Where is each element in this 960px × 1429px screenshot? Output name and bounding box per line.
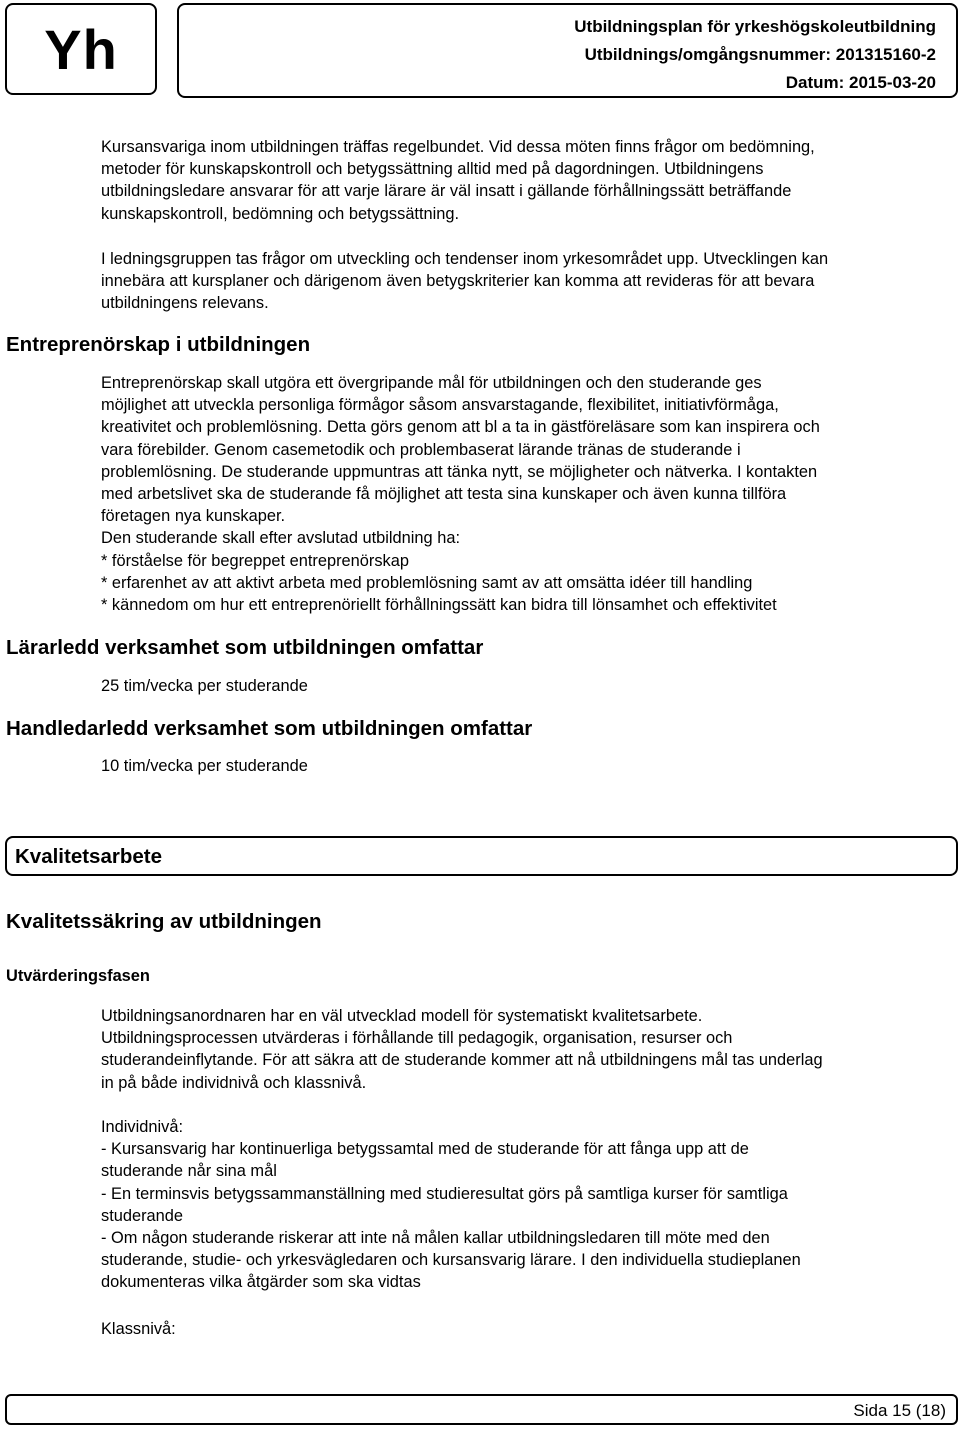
text-line: Utbildningsprocessen utvärderas i förhållande till pedagogik, organisation, resurser och [101,1029,733,1048]
text-line: dokumenteras vilka åtgärder som ska vidtas [101,1273,421,1292]
entrepreneurship-paragraph [101,372,956,616]
text-line: kreativitet och problemlösning. Detta görs genom att bl a ta in gästföreläsare som kan inspirera och [101,418,820,437]
text-line: - Om någon studerande riskerar att inte nå målen kallar utbildningsledaren till möte med den [101,1229,770,1248]
text-line: vara förebilder. Genom casemetodik och problembaserat lärande tränas de studerande i [101,440,741,459]
text-line: in på både individnivå och klassnivå. [101,1073,367,1092]
text-line: utbildningsledare ansvarar för att varje lärare är väl insatt i gällande förhållningssätt beträffande [101,182,792,201]
supervisor-led-value: 10 tim/vecka per studerande [101,757,308,775]
text-line: Den studerande skall efter avslutad utbildning ha: [101,529,461,548]
text-line: - En terminsvis betygssammanställning med studieresultat görs på samtliga kurser för samtliga [101,1184,788,1203]
text-line: metoder för kunskapskontroll och betygssättning alltid med på dagordningen. Utbildningens [101,160,764,179]
text-line: företagen nya kunskaper. [101,507,286,526]
document-header [177,3,958,98]
text-line: utbildningens relevans. [101,294,269,313]
quality-section-box [5,836,958,876]
text-line: Entreprenörskap skall utgöra ett övergripande mål för utbildningen och den studerande ges [101,374,762,392]
entrepreneurship-heading: Entreprenörskap i utbildningen [6,333,311,356]
text-line: kunskapskontroll, bedömning och betygssättning. [101,204,460,223]
program-number: Utbildnings/omgångsnummer: 201315160-2 [584,45,936,64]
page-number: Sida 15 (18) [853,1401,946,1420]
evaluation-heading: Utvärderingsfasen [6,967,150,985]
text-line: Kursansvariga inom utbildningen träffas regelbundet. Vid dessa möten finns frågor om bedömning, [101,138,815,156]
intro-paragraph [101,136,956,225]
text-line: studerande når sina mål [101,1162,277,1181]
yh-logo [5,3,157,95]
text-line: I ledningsgruppen tas frågor om utveckling och tendenser inom yrkesområdet upp. Utvecklingen kan [101,250,829,268]
document-title: Utbildningsplan för yrkeshögskoleutbildning [574,17,936,36]
text-line: studerande, studie- och yrkesvägledaren och kursansvarig lärare. I den individuella studieplanen [101,1251,801,1270]
document-date: Datum: 2015-03-20 [785,73,936,92]
text-line: - Kursansvarig har kontinuerliga betygssamtal med de studerande för att fånga upp att de [101,1140,749,1159]
text-line: möjlighet att utveckla personliga förmågor såsom ansvarstagande, flexibilitet, initiativförmåga, [101,396,779,415]
logo-text: Yh [44,17,118,81]
text-line: problemlösning. De studerande uppmuntras att tänka nytt, se möjligheter och nätverka. I kontakten [101,462,818,481]
text-line: studerandeinflytande. För att säkra att de studerande kommer att nå utbildningens mål tas underlag [101,1051,823,1070]
text-line: Utbildningsanordnaren har en väl utvecklad modell för systematiskt kvalitetsarbete. [101,1007,703,1025]
text-line: Individnivå: [101,1118,184,1136]
text-line: med arbetslivet ska de studerande få möjlighet att testa sina kunskaper och även kunna tillföra [101,485,787,504]
page-footer [5,1394,958,1425]
individual-level-paragraph [101,1116,956,1294]
teacher-led-value: 25 tim/vecka per studerande [101,677,308,695]
text-line: innebära att kursplaner och därigenom även betygskriterier kan komma att revideras för att bevara [101,272,815,291]
teacher-led-heading: Lärarledd verksamhet som utbildningen omfattar [6,636,484,659]
quality-heading: Kvalitetsarbete [15,845,162,868]
list-item: * kännedom om hur ett entreprenöriellt förhållningssätt kan bidra till lönsamhet och effektivitet [101,596,777,615]
class-level-label: Klassnivå: [101,1320,176,1338]
list-item: * erfarenhet av att aktivt arbeta med problemlösning samt av att omsätta idéer till handling [101,573,753,592]
supervisor-led-heading: Handledarledd verksamhet som utbildningen omfattar [6,717,533,740]
list-item: * förståelse för begreppet entreprenörskap [101,551,409,570]
evaluation-paragraph [101,1005,956,1094]
ledning-paragraph [101,248,956,315]
text-line: studerande [101,1206,184,1225]
quality-assurance-heading: Kvalitetssäkring av utbildningen [6,910,322,933]
